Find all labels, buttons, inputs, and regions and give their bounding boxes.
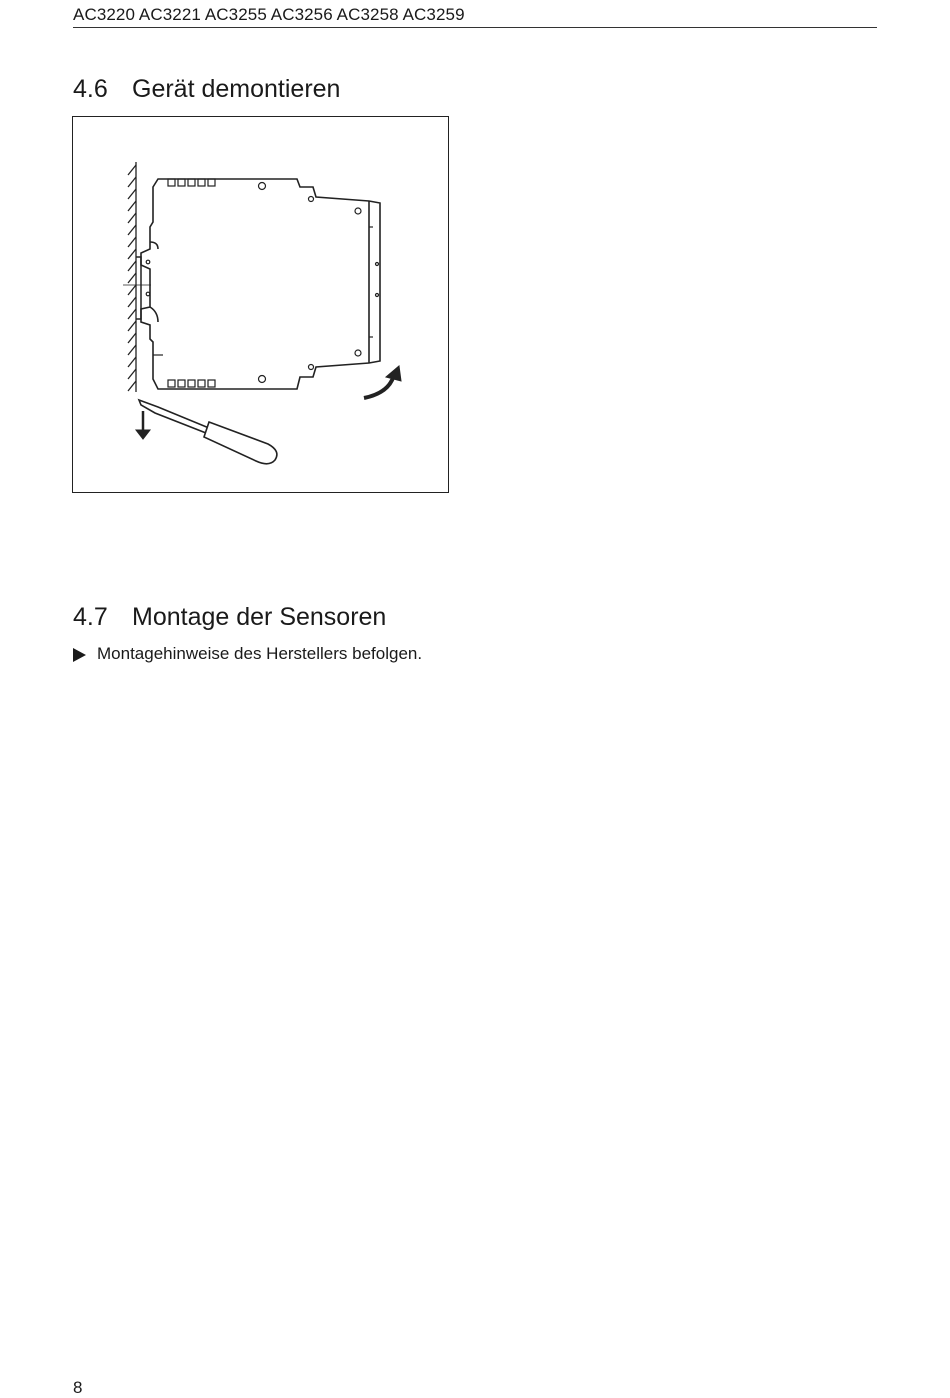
- device-housing: [141, 179, 380, 389]
- header-divider: [73, 27, 877, 28]
- section-title: Gerät demontieren: [132, 75, 341, 103]
- screwdriver: [139, 400, 277, 464]
- section-title: Montage der Sensoren: [132, 603, 387, 631]
- page-number: 8: [73, 1378, 83, 1397]
- din-rail: [123, 257, 151, 319]
- removal-drawing: [73, 117, 450, 494]
- removal-illustration: [72, 116, 449, 493]
- down-arrow: [136, 411, 150, 439]
- mounting-wall: [128, 162, 136, 392]
- header-model-list: AC3220 AC3221 AC3255 AC3256 AC3258 AC3259: [73, 5, 465, 24]
- terminal-blocks: [168, 179, 215, 387]
- section-number: 4.6: [73, 75, 108, 103]
- device-details: [146, 183, 378, 383]
- rotate-arrow: [364, 366, 401, 398]
- section-heading-4-6: [73, 75, 340, 104]
- section-number: 4.7: [73, 603, 108, 631]
- triangle-bullet-icon: [73, 648, 86, 662]
- section-heading-4-7: [73, 603, 386, 632]
- instruction-text: Montagehinweise des Herstellers befolgen.: [97, 644, 423, 663]
- instruction-step: [73, 644, 422, 664]
